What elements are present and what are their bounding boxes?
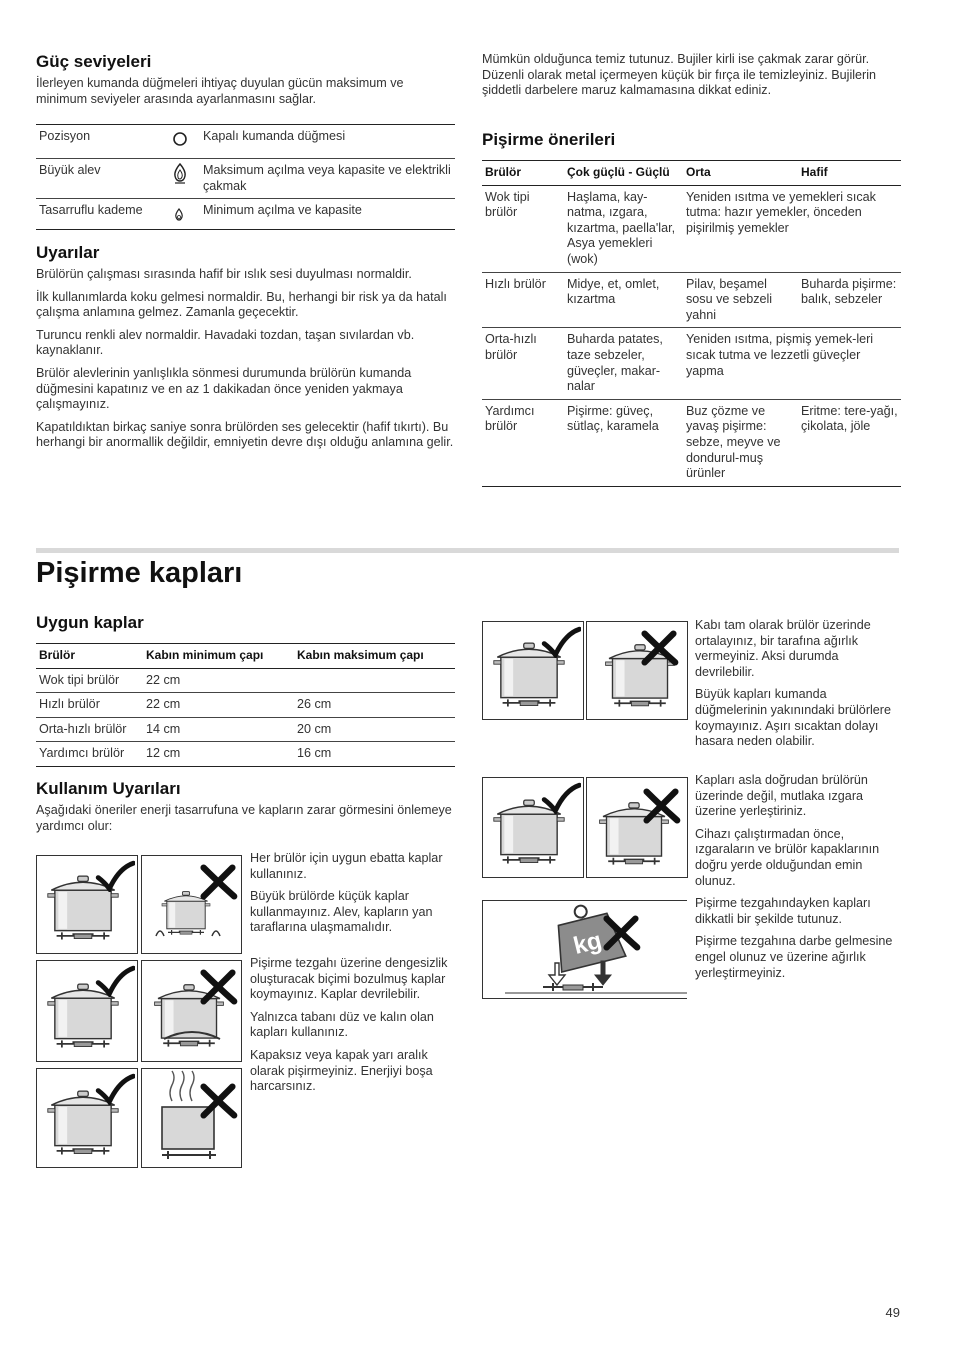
table-cell: Yardımcı brülör <box>39 746 125 761</box>
uygun-header: Brülör <box>39 648 75 662</box>
table-cell: Hızlı brülör <box>485 276 546 291</box>
figure-correct-pot-size <box>36 855 138 954</box>
off-circle-icon <box>172 125 200 158</box>
table-row <box>36 693 455 718</box>
table-cell: Hızlı brülör <box>39 697 100 712</box>
guc-row <box>36 159 455 199</box>
figure-lid-on-pot <box>36 1068 138 1168</box>
figure-pot-on-burner <box>586 777 688 878</box>
table-cell: Wok tipi brülör <box>39 672 120 687</box>
uyarilar-section <box>36 243 456 458</box>
oneriler-header: Hafif <box>801 165 828 179</box>
uygun-header-row <box>36 644 455 669</box>
uyarilar-paragraph: Kapatıldıktan birkaç saniye sonra brülörden ses gelecektir (hafif tıkırtı). Bu herhangi bir anormallik değildir, emniyetin devre dışı olduğu anlamına gelir. <box>36 419 454 450</box>
page-number: 49 <box>885 1305 900 1320</box>
uygun-header: Kabın minimum çapı <box>146 648 264 662</box>
guc-intro: İlerleyen kumanda düğmeleri ihtiyaç duyulan gücün maksimum ve minimum seviyeler arasında ayarlanmasını sağlar. <box>36 76 404 106</box>
table-cell: 22 cm <box>146 672 181 687</box>
figure-centered-pot <box>482 621 584 720</box>
oneriler-title: Pişirme önerileri <box>482 130 616 149</box>
right-intro: Mümkün olduğunca temiz tutunuz. Bujiler kirli ise çakmak zarar görür. Düzenli olarak metal içermeyen küçük bir fırça ile temizleyiniz. Bujilerin şiddetli darbelere maruz kalmamasına dikkat ediniz. <box>482 52 877 98</box>
table-cell <box>294 668 455 693</box>
figure-pot-on-grate <box>482 777 584 878</box>
uygun-header: Kabın maksimum çapı <box>297 648 424 662</box>
uyarilar-paragraph: Brülörün çalışması sırasında hafif bir ıslık sesi duyulması normaldir. <box>36 267 412 281</box>
guc-table <box>36 124 455 230</box>
right-intro-section <box>482 52 900 106</box>
right-text: Pişirme tezgahına darbe gelmesine engel olunuz ve üzerine ağırlık yerleştirmeyiniz. <box>695 934 893 980</box>
guc-title: Güç seviyeleri <box>36 52 152 71</box>
guc-pos: Büyük alev <box>39 163 101 177</box>
uyarilar-title: Uyarılar <box>36 243 100 262</box>
uyarilar-paragraph: Brülör alevlerinin yanlışlıkla sönmesi durumunda brülörün kumanda düğmesini kapatınız ve en az 1 dakikadan önce yeniden yakmaya çalışmayınız. <box>36 365 412 412</box>
table-cell: Yeniden ısıtma, pişmiş yemek-leri sıcak tutma ve lezzetli güveçler yapma <box>686 332 874 378</box>
uygun-table <box>36 643 455 767</box>
table-cell: 26 cm <box>297 697 332 712</box>
uygun-section <box>36 613 456 767</box>
figure-weight-on-hob <box>482 900 687 999</box>
kullanim-text: Büyük brülörde küçük kaplar kullanmayınız. Alev, kapların yan taraflarına ulaşmamalıdır. <box>250 889 433 935</box>
right-text: Büyük kapları kumanda düğmelerinin yakınındaki brülörlere koymayınız. Aşırı sıcaktan dolayı hasara neden olabilir. <box>695 687 892 749</box>
guc-pos: Tasarruflu kademe <box>39 203 143 217</box>
guc-row <box>36 125 455 159</box>
oneriler-table <box>482 160 901 487</box>
kullanim-group2 <box>250 956 456 1102</box>
oneriler-header-row <box>482 161 901 186</box>
table-row <box>36 668 455 693</box>
kullanim-intro: Aşağıdaki öneriler enerji tasarrufuna ve kapların zarar görmesini önlemeye yardımcı olur: <box>36 803 452 833</box>
table-cell: 22 cm <box>146 697 181 712</box>
kullanim-text: Pişirme tezgahı üzerine dengesizlik oluşturacak biçimi bozulmuş kaplar koymayınız. Kaplar devrilebilir. <box>250 956 448 1002</box>
guc-desc: Kapalı kumanda düğmesi <box>203 129 346 143</box>
small-flame-icon <box>172 199 200 229</box>
table-cell: Pişirme: güveç, sütlaç, karamela <box>567 403 659 434</box>
oneriler-header: Çok güçlü - Güçlü <box>567 165 670 179</box>
right-text: Kapları asla doğrudan brülörün üzerinde değil, mutlaka ızgara üzerine yerleştiriniz. <box>695 773 868 819</box>
kullanim-group1 <box>250 851 456 943</box>
oneriler-header: Orta <box>686 165 711 179</box>
right-text: Pişirme tezgahındayken kapları dikkatli bir şekilde tutunuz. <box>695 896 871 926</box>
table-cell: Yardımcı brülör <box>485 403 535 434</box>
kullanim-title: Kullanım Uyarıları <box>36 779 181 798</box>
figure-pot-without-lid <box>141 1068 242 1168</box>
table-cell: Eritme: tere-yağı, çikolata, jöle <box>801 403 898 434</box>
right-text: Kabı tam olarak brülör üzerinde ortalayınız, bir tarafına ağırlık vermeyiniz. Aksi durumda devrilebilir. <box>695 618 871 679</box>
table-row <box>36 742 455 767</box>
table-cell: Pilav, beşamel sosu ve sebzeli yahni <box>686 276 773 322</box>
table-cell: Orta-hızlı brülör <box>485 332 537 362</box>
figure-stable-pot <box>36 960 138 1062</box>
guc-row <box>36 199 455 230</box>
large-flame-icon <box>172 159 200 198</box>
table-cell: Buharda pişirme: balık, sebzeler <box>801 276 897 307</box>
table-cell: 16 cm <box>297 746 332 761</box>
table-cell: Wok tipi brülör <box>485 189 530 220</box>
table-cell: Yeniden ısıtma ve yemekleri sıcak tutma: hazır yemekler, önceden pişirilmiş yemekler <box>686 189 876 235</box>
oneriler-header: Brülör <box>485 165 521 179</box>
kg-label: kg <box>570 926 605 960</box>
uygun-title: Uygun kaplar <box>36 613 144 632</box>
section-divider <box>36 548 899 553</box>
uyarilar-paragraph: İlk kullanımlarda koku gelmesi normaldir. Bu, herhangi bir risk ya da hatalı çalışma anlamına gelmez. Zamanla geçecektir. <box>36 289 447 320</box>
uyarilar-paragraph: Turuncu renkli alev normaldir. Havadaki tozdan, taşan sıvılardan vb. kaynaklanır. <box>36 327 415 358</box>
figure-small-pot-large-burner <box>141 855 242 954</box>
table-cell: Midye, et, omlet, kızartma <box>567 276 660 307</box>
oneriler-section <box>482 130 900 487</box>
guc-section <box>36 52 456 114</box>
table-cell: 14 cm <box>146 721 181 736</box>
table-row <box>482 399 901 486</box>
kaplar-title: Pişirme kapları <box>36 557 243 589</box>
figure-offcenter-pot <box>586 621 688 720</box>
right-group1 <box>695 618 900 757</box>
guc-desc: Minimum açılma ve kapasite <box>203 203 362 217</box>
kullanim-text: Her brülör için uygun ebatta kaplar kullanınız. <box>250 851 443 881</box>
kullanim-text: Yalnızca tabanı düz ve kalın olan kapları kullanınız. <box>250 1009 434 1040</box>
figure-deformed-pot <box>141 960 242 1062</box>
right-text: Cihazı çalıştırmadan önce, ızgaraların ve brülör kapaklarının doğru yerde olduğundan emin olunuz. <box>695 826 880 888</box>
table-cell: Haşlama, kay-natma, ızgara, kızartma, paella'lar, Asya yemekleri (wok) <box>567 189 676 266</box>
table-cell: Orta-hızlı brülör <box>39 721 127 736</box>
table-cell: Buz çözme ve yavaş pişirme: sebze, meyve ve dondurul-muş ürünler <box>686 403 781 481</box>
guc-pos: Pozisyon <box>39 129 91 143</box>
table-cell: 20 cm <box>297 721 332 736</box>
kullanim-section <box>36 779 456 841</box>
table-row <box>482 328 901 399</box>
guc-desc: Maksimum açılma veya kapasite ve elektrikli çakmak <box>203 163 451 193</box>
table-row <box>36 717 455 742</box>
right-group2 <box>695 773 900 988</box>
table-row <box>482 272 901 328</box>
table-cell: 12 cm <box>146 746 181 761</box>
kullanim-text: Kapaksız veya kapak yarı aralık olarak pişirmeyiniz. Enerjiyi boşa harcarsınız. <box>250 1047 433 1094</box>
table-row <box>482 185 901 272</box>
table-cell: Buharda patates, taze sebzeler, güveçler, makar-nalar <box>567 332 663 394</box>
